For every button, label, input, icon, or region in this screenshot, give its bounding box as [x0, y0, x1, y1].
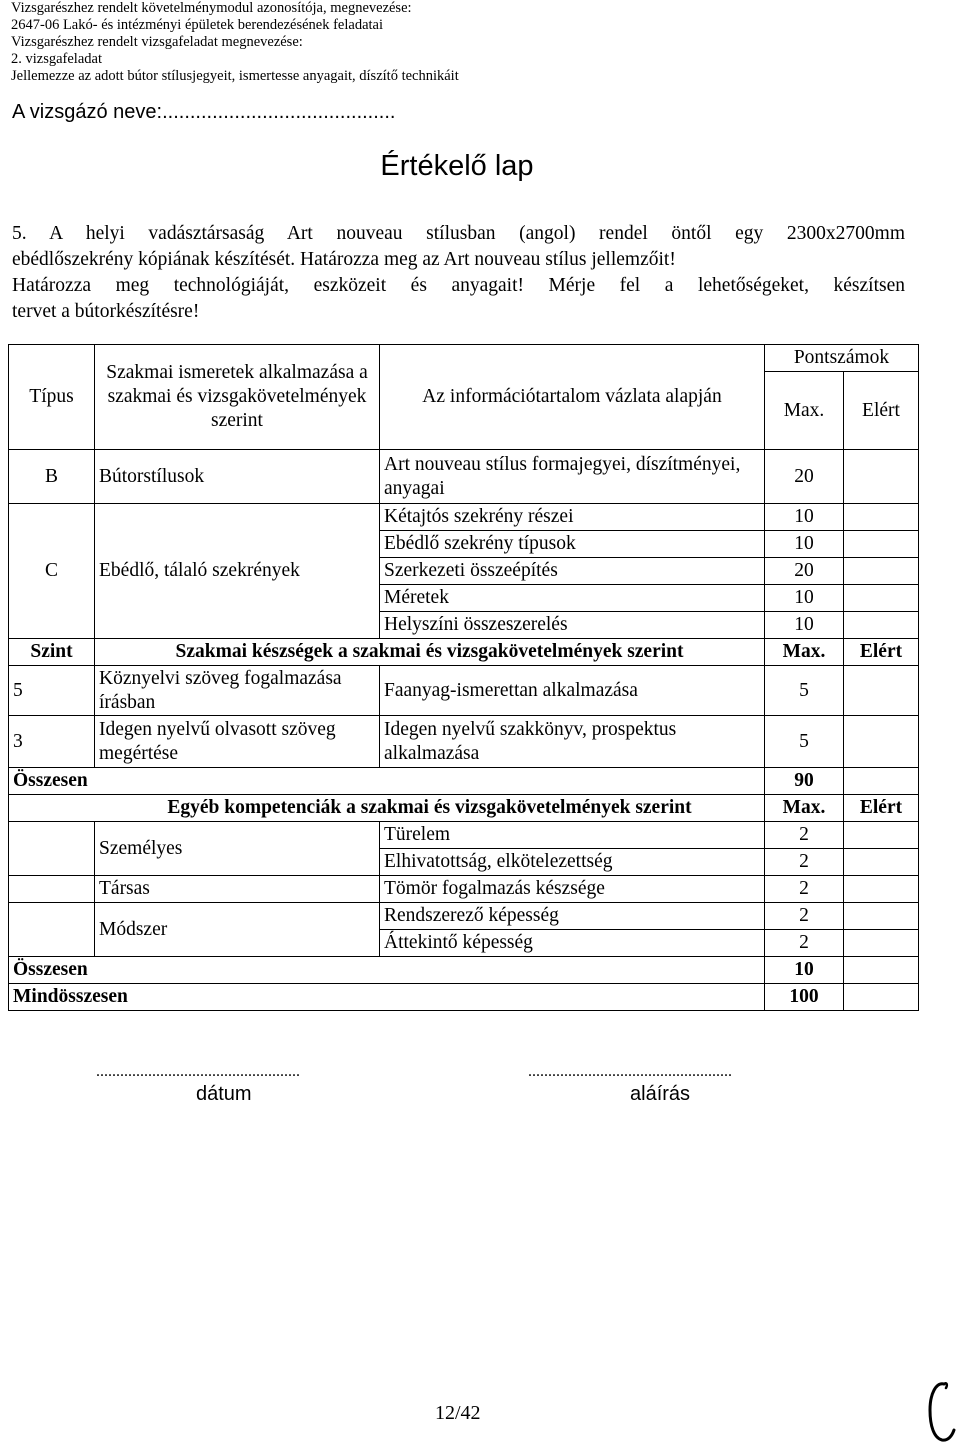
- content-cell: Idegen nyelvű szakkönyv, prospektus alkalmazása: [380, 716, 765, 768]
- content-cell: Áttekintő képesség: [380, 930, 765, 957]
- achieved-column-header: Elért: [844, 795, 919, 822]
- achieved-points-cell[interactable]: [844, 876, 919, 903]
- topic-cell: Bútorstílusok: [95, 450, 380, 504]
- header-line: 2647-06 Lakó- és intézményi épületek berendezésének feladatai: [11, 17, 383, 33]
- type-column-header: Típus: [9, 345, 95, 450]
- max-points-cell: 20: [765, 450, 844, 504]
- achieved-points-cell[interactable]: [844, 558, 919, 585]
- content-cell: Art nouveau stílus formajegyei, díszítményei, anyagai: [380, 450, 765, 504]
- content-cell: Rendszerező képesség: [380, 903, 765, 930]
- max-points-cell: 10: [765, 585, 844, 612]
- subtotal-achieved[interactable]: [844, 957, 919, 984]
- max-points-cell: 20: [765, 558, 844, 585]
- skill-cell: Idegen nyelvű olvasott szöveg megértése: [95, 716, 380, 768]
- date-line: ...................................................: [96, 1063, 300, 1080]
- max-column-header: Max.: [765, 639, 844, 666]
- max-points-cell: 10: [765, 531, 844, 558]
- task-line: ebédlőszekrény kópiának készítését. Határozza meg az Art nouveau stílus jellemzőit!: [12, 249, 676, 270]
- max-points-cell: 2: [765, 849, 844, 876]
- competency-category: Módszer: [95, 903, 380, 957]
- max-column-header: Max.: [765, 372, 844, 450]
- knowledge-column-header: Szakmai ismeretek alkalmazása a szakmai és vizsgakövetelmények szerint: [95, 345, 380, 450]
- achieved-points-cell[interactable]: [844, 612, 919, 639]
- content-cell: Helyszíni összeszerelés: [380, 612, 765, 639]
- subtotal-row: [9, 768, 919, 795]
- table-row: [9, 450, 919, 504]
- header-line: Jellemezze az adott bútor stílusjegyeit, ismertesse anyagait, díszítő technikáit: [11, 68, 459, 84]
- grand-total-row: [9, 984, 919, 1011]
- examinee-name-line: A vizsgázó neve:..........................................: [12, 101, 396, 123]
- header-line: Vizsgarészhez rendelt vizsgafeladat megnevezése:: [11, 34, 303, 50]
- blank-cell: [9, 876, 95, 903]
- achieved-points-cell[interactable]: [844, 585, 919, 612]
- table-row: [9, 716, 919, 768]
- grand-total-achieved[interactable]: [844, 984, 919, 1011]
- other-header-row: [9, 795, 919, 822]
- content-cell: Kétajtós szekrény részei: [380, 504, 765, 531]
- level-cell: 5: [9, 666, 95, 716]
- achieved-points-cell[interactable]: [844, 930, 919, 957]
- table-header-row: [9, 345, 919, 372]
- grand-total-label: Mindösszesen: [9, 984, 765, 1011]
- handwritten-initial: [922, 1378, 958, 1444]
- achieved-points-cell[interactable]: [844, 504, 919, 531]
- topic-cell: Ebédlő, tálaló szekrények: [95, 504, 380, 639]
- subtotal-max: 10: [765, 957, 844, 984]
- skills-heading: Szakmai készségek a szakmai és vizsgakövetelmények szerint: [95, 639, 765, 666]
- signature-line: ...................................................: [528, 1063, 732, 1080]
- type-cell: C: [9, 504, 95, 639]
- max-points-cell: 5: [765, 716, 844, 768]
- other-competencies-heading: Egyéb kompetenciák a szakmai és vizsgakövetelmények szerint: [9, 795, 765, 822]
- blank-cell: [9, 822, 95, 876]
- max-points-cell: 2: [765, 822, 844, 849]
- content-cell: Tömör fogalmazás készsége: [380, 876, 765, 903]
- page-title: Értékelő lap: [380, 150, 534, 182]
- max-points-cell: 10: [765, 612, 844, 639]
- max-points-cell: 2: [765, 903, 844, 930]
- task-line: tervet a bútorkészítésre!: [12, 301, 200, 322]
- achieved-points-cell[interactable]: [844, 531, 919, 558]
- task-description: [12, 221, 905, 325]
- content-cell: Türelem: [380, 822, 765, 849]
- points-column-header: Pontszámok: [765, 345, 919, 372]
- signature-label: aláírás: [630, 1083, 691, 1105]
- date-label: dátum: [196, 1083, 252, 1105]
- content-cell: Faanyag-ismerettan alkalmazása: [380, 666, 765, 716]
- table-row: [9, 504, 919, 531]
- subtotal-label: Összesen: [9, 768, 765, 795]
- achieved-points-cell[interactable]: [844, 716, 919, 768]
- type-cell: B: [9, 450, 95, 504]
- skills-header-row: [9, 639, 919, 666]
- content-cell: Ebédlő szekrény típusok: [380, 531, 765, 558]
- achieved-column-header: Elért: [844, 639, 919, 666]
- competency-category: Társas: [95, 876, 380, 903]
- max-points-cell: 2: [765, 930, 844, 957]
- competency-category: Személyes: [95, 822, 380, 876]
- document-header: [11, 0, 459, 85]
- subtotal-max: 90: [765, 768, 844, 795]
- achieved-points-cell[interactable]: [844, 666, 919, 716]
- achieved-column-header: Elért: [844, 372, 919, 450]
- header-line: 2. vizsgafeladat: [11, 51, 102, 67]
- task-line: Határozza meg technológiáját, eszközeit és anyagait! Mérje fel a lehetőségeket, készítsen: [12, 275, 905, 296]
- achieved-points-cell[interactable]: [844, 903, 919, 930]
- header-line: Vizsgarészhez rendelt követelménymodul azonosítója, megnevezése:: [11, 0, 412, 16]
- outline-column-header: Az információtartalom vázlata alapján: [380, 345, 765, 450]
- table-row: [9, 822, 919, 849]
- level-cell: 3: [9, 716, 95, 768]
- blank-cell: [9, 903, 95, 957]
- skill-cell: Köznyelvi szöveg fogalmazása írásban: [95, 666, 380, 716]
- table-row: [9, 666, 919, 716]
- achieved-points-cell[interactable]: [844, 822, 919, 849]
- table-row: [9, 903, 919, 930]
- content-cell: Elhivatottság, elkötelezettség: [380, 849, 765, 876]
- subtotal-row: [9, 957, 919, 984]
- level-column-header: Szint: [9, 639, 95, 666]
- achieved-points-cell[interactable]: [844, 450, 919, 504]
- max-points-cell: 5: [765, 666, 844, 716]
- page-number: 12/42: [435, 1402, 481, 1424]
- subtotal-achieved[interactable]: [844, 768, 919, 795]
- subtotal-label: Összesen: [9, 957, 765, 984]
- content-cell: Szerkezeti összeépítés: [380, 558, 765, 585]
- max-points-cell: 2: [765, 876, 844, 903]
- achieved-points-cell[interactable]: [844, 849, 919, 876]
- content-cell: Méretek: [380, 585, 765, 612]
- table-row: [9, 876, 919, 903]
- task-line: 5. A helyi vadásztársaság Art nouveau stílusban (angol) rendel öntől egy 2300x2700mm: [12, 223, 905, 244]
- grand-total-max: 100: [765, 984, 844, 1011]
- evaluation-table: [8, 344, 919, 1011]
- max-column-header: Max.: [765, 795, 844, 822]
- max-points-cell: 10: [765, 504, 844, 531]
